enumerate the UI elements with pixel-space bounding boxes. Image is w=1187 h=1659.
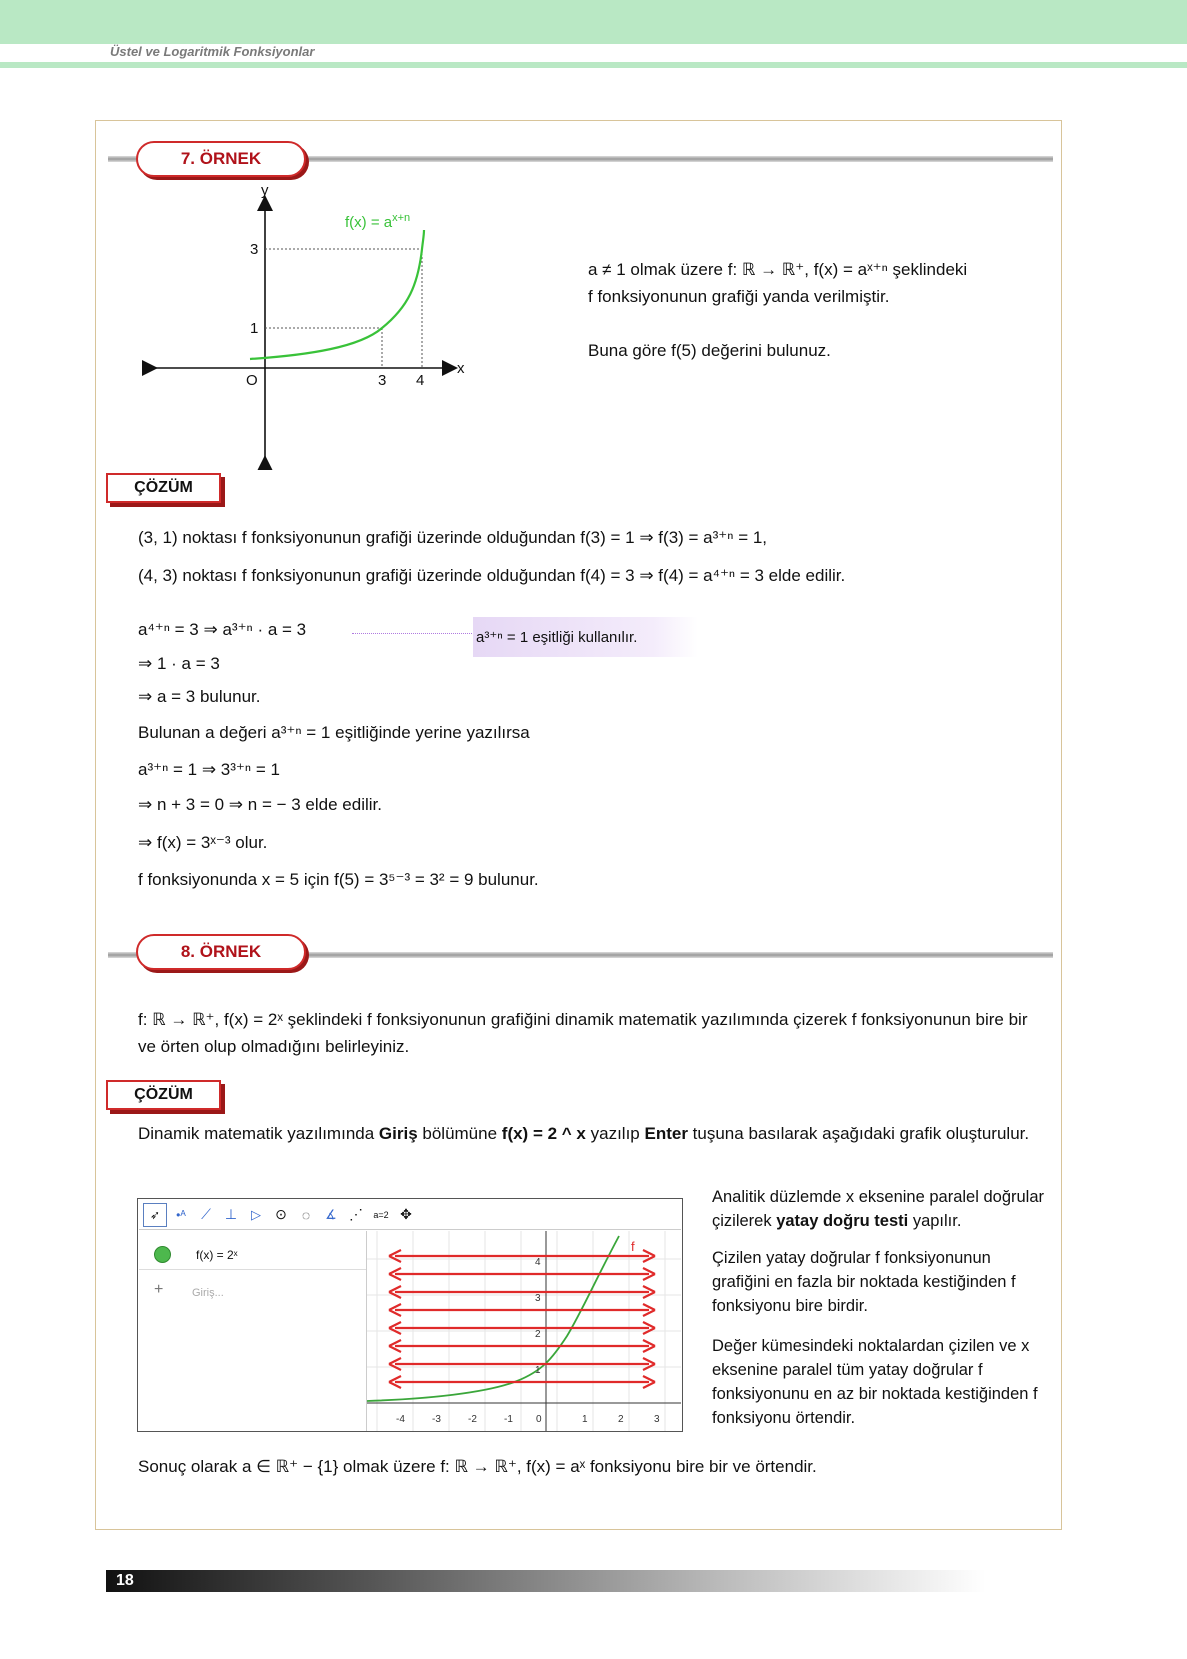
add-icon[interactable]: +	[154, 1281, 164, 1298]
graph-curve-label: f	[631, 1239, 635, 1254]
origin-label: O	[246, 372, 258, 389]
gtick-y-4: 4	[535, 1257, 541, 1268]
chapter-title: Üstel ve Logaritmik Fonksiyonlar	[110, 44, 315, 59]
side-text-1: Analitik düzlemde x eksenine paralel doğrular çizilerek yatay doğru testi yapılır.	[712, 1188, 1045, 1230]
ellipse-icon[interactable]: ◌	[301, 1206, 311, 1223]
side-text-2: Çizilen yatay doğrular f fonksiyonunun grafiğini en fazla bir noktada kestiğinden f fonksiyonu bire birdir.	[712, 1249, 1016, 1315]
solution-7-line2: (4, 3) noktası f fonksiyonunun grafiği üzerinde olduğundan f(4) = 3 ⇒ f(4) = a⁴⁺ⁿ = 3 elde edilir.	[138, 566, 846, 585]
solution-7-line6: Bulunan a değeri a³⁺ⁿ = 1 eşitliğinde yerine yazılırsa	[138, 723, 530, 742]
problem-7-line3: Buna göre f(5) değerini bulunuz.	[588, 341, 831, 360]
gtick-x-minus2: -2	[468, 1414, 477, 1425]
graphics-view[interactable]	[367, 1231, 681, 1431]
solution-7-line5: ⇒ a = 3 bulunur.	[138, 687, 261, 706]
x-tick-3: 3	[378, 372, 387, 389]
note-connector	[352, 633, 472, 634]
algebra-view	[139, 1231, 367, 1431]
point-icon[interactable]: •ᴬ	[176, 1207, 186, 1222]
line-icon[interactable]: ⟋	[201, 1206, 211, 1222]
curve-label: $f(x) = a^{x+n}$	[345, 212, 411, 231]
example-8-text: f: ℝ → ℝ⁺, f(x) = 2ˣ şeklindeki f fonksiyonunun grafiğini dinamik matematik yazılımında çizerek f fonksiyonunun bire bir ve örten olup olmadığını belirleyiniz.	[138, 1010, 1028, 1056]
angle-icon[interactable]: ∡	[325, 1206, 337, 1222]
note-text: a³⁺ⁿ = 1 eşitliği kullanılır.	[476, 629, 638, 646]
solution-7-line7: a³⁺ⁿ = 1 ⇒ 3³⁺ⁿ = 1	[138, 760, 280, 779]
problem-7-line1: a ≠ 1 olmak üzere f: ℝ → ℝ⁺, f(x) = aˣ⁺ⁿ şeklindeki	[588, 260, 968, 279]
perpendicular-icon[interactable]: ⊥	[224, 1206, 238, 1222]
toolbar	[139, 1200, 681, 1230]
move-icon[interactable]: ➶	[143, 1203, 167, 1227]
solution-7-line3: a⁴⁺ⁿ = 3 ⇒ a³⁺ⁿ · a = 3	[138, 620, 307, 639]
gtick-y-1: 1	[535, 1365, 541, 1376]
y-tick-1: 1	[250, 320, 259, 337]
gtick-x-0: 0	[536, 1414, 542, 1425]
solution-8-label: ÇÖZÜM	[106, 1080, 221, 1110]
gtick-x-2: 2	[618, 1414, 624, 1425]
y-tick-3: 3	[250, 241, 259, 258]
gtick-x-minus3: -3	[432, 1414, 441, 1425]
exp-curve	[367, 1236, 619, 1401]
solution-8-intro: Dinamik matematik yazılımında Giriş bölümüne f(x) = 2 ^ x yazılıp Enter tuşuna basılarak aşağıdaki grafik oluşturulur.	[138, 1124, 1030, 1143]
input-bar[interactable]: Giriş...	[192, 1287, 224, 1299]
solution-7-line9: ⇒ f(x) = 3ˣ⁻³ olur.	[138, 833, 268, 852]
solution-7-line1: (3, 1) noktası f fonksiyonunun grafiği üzerinde olduğundan f(3) = 1 ⇒ f(3) = a³⁺ⁿ = 1,	[138, 528, 768, 547]
header-stripe	[0, 62, 1187, 68]
gtick-x-minus4: -4	[396, 1414, 405, 1425]
grid	[367, 1231, 681, 1431]
solution-7-line4: ⇒ 1 · a = 3	[138, 654, 220, 673]
gtick-y-2: 2	[535, 1329, 541, 1340]
circle-icon[interactable]: ⊙	[275, 1206, 287, 1222]
side-text-3: Değer kümesindeki noktalardan çizilen ve x eksenine paralel tüm yatay doğrular f fonksiyonunu en az bir noktada kestiğinden f fonksiyonu örtendir.	[712, 1337, 1038, 1427]
y-axis-label: y	[261, 182, 269, 199]
algebra-divider	[139, 1269, 366, 1270]
header-band	[0, 0, 1187, 44]
move-view-icon[interactable]: ✥	[400, 1206, 412, 1222]
gtick-x-minus1: -1	[504, 1414, 513, 1425]
visibility-toggle[interactable]	[154, 1246, 171, 1263]
example-8-label: 8. ÖRNEK	[136, 934, 306, 970]
gtick-x-1: 1	[582, 1414, 588, 1425]
polygon-icon[interactable]: ▷	[251, 1206, 261, 1222]
conclusion: Sonuç olarak a ∈ ℝ⁺ − {1} olmak üzere f: ℝ → ℝ⁺, f(x) = aˣ fonksiyonu bire bir ve örtendir.	[138, 1457, 817, 1476]
page-number: 18	[116, 1572, 134, 1589]
x-tick-4: 4	[416, 372, 425, 389]
gtick-x-3: 3	[654, 1414, 660, 1425]
gtick-y-3: 3	[535, 1293, 541, 1304]
slider-icon[interactable]: a=2	[373, 1209, 389, 1220]
solution-7-line8: ⇒ n + 3 = 0 ⇒ n = − 3 elde edilir.	[138, 795, 382, 814]
solution-7-label: ÇÖZÜM	[106, 473, 221, 503]
problem-7-line2: f fonksiyonunun grafiği yanda verilmiştir.	[588, 287, 890, 306]
reflect-icon[interactable]: ⋰	[349, 1206, 363, 1222]
algebra-entry[interactable]: f(x) = 2ˣ	[196, 1248, 238, 1262]
example-7-graph	[140, 185, 470, 470]
solution-7-line10: f fonksiyonunda x = 5 için f(5) = 3⁵⁻³ = 3² = 9 bulunur.	[138, 870, 539, 889]
x-axis-label: x	[457, 360, 465, 377]
example-7-label: 7. ÖRNEK	[136, 141, 306, 177]
page-number-bar	[106, 1570, 986, 1592]
